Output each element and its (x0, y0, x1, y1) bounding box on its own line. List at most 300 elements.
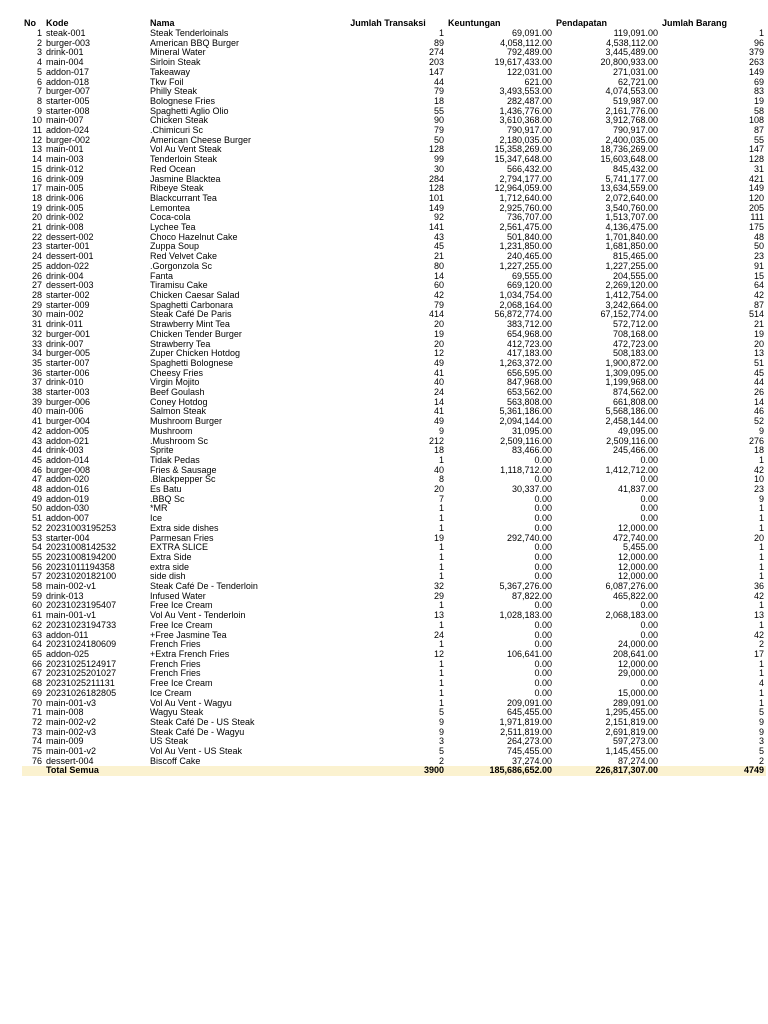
table-row (22, 747, 766, 757)
table-header (22, 18, 766, 29)
cell-pendapatan: 2,269,120.00 (605, 281, 658, 291)
cell-jumlah-barang: 46 (753, 407, 764, 417)
cell-jumlah-barang: 205 (748, 203, 764, 213)
cell-pendapatan: 1,227,255.00 (605, 261, 658, 271)
cell-no: 66 (31, 659, 42, 669)
table-row (22, 194, 766, 204)
cell-nama: Parmesan Fries (150, 533, 214, 543)
cell-pendapatan: 0.00 (640, 504, 658, 514)
cell-pendapatan: 41,837.00 (617, 485, 658, 495)
cell-keuntungan: 0.00 (534, 552, 552, 562)
cell-nama: Lychee Tea (150, 223, 196, 233)
cell-jumlah-barang: 276 (748, 436, 764, 446)
cell-kode: 20231003195253 (46, 523, 117, 533)
cell-jumlah-barang: 2 (758, 640, 764, 650)
cell-nama: EXTRA SLICE (150, 543, 209, 553)
cell-kode: burger-006 (46, 397, 91, 407)
cell-nama: Extra Side (150, 552, 192, 562)
cell-jumlah-transaksi: 20 (433, 339, 444, 349)
table-row (22, 689, 766, 699)
cell-no: 57 (31, 572, 42, 582)
cell-nama: Ice Cream (150, 688, 192, 698)
cell-jumlah-transaksi: 1 (438, 562, 444, 572)
cell-nama: Spaghetti Bolognese (150, 358, 234, 368)
cell-jumlah-barang: 51 (753, 358, 764, 368)
cell-keuntungan: 122,031.00 (506, 67, 552, 77)
table-row (22, 669, 766, 679)
table-row (22, 291, 766, 301)
cell-pendapatan: 2,068,183.00 (605, 611, 658, 621)
table-row (22, 349, 766, 359)
cell-pendapatan: 67,152,774.00 (600, 310, 658, 320)
cell-nama: Tiramisu Cake (150, 281, 208, 291)
cell-kode: main-003 (46, 155, 84, 165)
cell-kode: drink-007 (46, 339, 84, 349)
cell-nama: Blackcurrant Tea (150, 193, 217, 203)
cell-keuntungan: 501,840.00 (506, 232, 552, 242)
cell-no: 20 (31, 213, 42, 223)
table-row (22, 582, 766, 592)
cell-pendapatan: 0.00 (640, 514, 658, 524)
table-row (22, 233, 766, 243)
cell-kode: main-007 (46, 116, 84, 126)
cell-jumlah-transaksi: 1 (438, 601, 444, 611)
cell-jumlah-transaksi: 212 (428, 436, 444, 446)
cell-keuntungan: 2,511,819.00 (500, 727, 552, 737)
cell-no: 4 (36, 58, 42, 68)
cell-kode: addon-011 (46, 630, 89, 640)
cell-pendapatan: 4,074,553.00 (605, 87, 658, 97)
cell-jumlah-barang: 1 (758, 620, 764, 630)
cell-keuntungan: 37,274.00 (511, 756, 552, 766)
cell-jumlah-barang: 5 (758, 708, 764, 718)
cell-kode: drink-005 (46, 203, 84, 213)
header-jumlah-transaksi: Jumlah Transaksi (350, 18, 426, 28)
cell-keuntungan: 1,231,850.00 (499, 242, 552, 252)
cell-pendapatan: 508,183.00 (612, 349, 658, 359)
cell-no: 62 (31, 620, 42, 630)
header-nama: Nama (150, 18, 175, 28)
cell-no: 69 (31, 688, 42, 698)
cell-pendapatan: 12,000.00 (617, 552, 658, 562)
cell-keuntungan: 847,968.00 (506, 378, 552, 388)
table-body (22, 29, 766, 766)
table-row (22, 359, 766, 369)
cell-keuntungan: 0.00 (534, 688, 552, 698)
cell-jumlah-barang: 96 (753, 38, 764, 48)
cell-jumlah-transaksi: 49 (433, 417, 444, 427)
cell-jumlah-barang: 87 (753, 300, 764, 310)
cell-kode: drink-001 (46, 48, 84, 58)
cell-no: 55 (31, 552, 42, 562)
cell-no: 29 (31, 300, 42, 310)
table-row (22, 543, 766, 553)
cell-jumlah-transaksi: 80 (433, 261, 444, 271)
table-row (22, 310, 766, 320)
table-row (22, 699, 766, 709)
cell-kode: starter-007 (46, 358, 90, 368)
cell-nama: Steak Café De - Wagyu (150, 727, 245, 737)
cell-jumlah-barang: 175 (748, 223, 764, 233)
table-row (22, 48, 766, 58)
table-row (22, 175, 766, 185)
cell-kode: burger-002 (46, 135, 91, 145)
cell-kode: 20231020182100 (46, 572, 117, 582)
cell-pendapatan: 3,445,489.00 (605, 48, 658, 58)
cell-nama: Philly Steak (150, 87, 198, 97)
cell-jumlah-transaksi: 9 (438, 426, 444, 436)
cell-jumlah-barang: 87 (753, 126, 764, 136)
cell-jumlah-barang: 147 (748, 145, 764, 155)
cell-jumlah-barang: 13 (753, 611, 764, 621)
cell-no: 61 (31, 611, 42, 621)
sales-report-table (22, 18, 766, 776)
cell-no: 36 (31, 368, 42, 378)
cell-nama: French Fries (150, 669, 201, 679)
cell-pendapatan: 2,691,819.00 (605, 727, 658, 737)
cell-kode: 20231025124917 (46, 659, 117, 669)
table-row (22, 485, 766, 495)
table-row (22, 340, 766, 350)
cell-nama: American BBQ Burger (150, 38, 240, 48)
cell-kode: drink-010 (46, 378, 84, 388)
cell-no: 49 (31, 494, 42, 504)
cell-nama: Red Velvet Cake (150, 252, 218, 262)
cell-keuntungan: 2,094,144.00 (499, 417, 552, 427)
table-row (22, 446, 766, 456)
cell-no: 54 (31, 543, 42, 553)
cell-jumlah-barang: 111 (750, 213, 764, 223)
cell-kode: drink-008 (46, 223, 84, 233)
cell-no: 47 (31, 475, 42, 485)
cell-jumlah-transaksi: 13 (433, 611, 444, 621)
table-row (22, 97, 766, 107)
cell-keuntungan: 0.00 (534, 504, 552, 514)
cell-pendapatan: 62,721.00 (617, 77, 658, 87)
cell-no: 33 (31, 339, 42, 349)
cell-jumlah-transaksi: 40 (433, 465, 444, 475)
cell-jumlah-transaksi: 79 (433, 87, 444, 97)
cell-pendapatan: 1,295,455.00 (605, 708, 658, 718)
cell-jumlah-barang: 1 (758, 514, 764, 524)
cell-jumlah-barang: 1 (758, 688, 764, 698)
cell-jumlah-transaksi: 101 (428, 193, 444, 203)
cell-pendapatan: 0.00 (640, 679, 658, 689)
cell-kode: starter-005 (46, 96, 90, 106)
table-row (22, 650, 766, 660)
cell-keuntungan: 669,120.00 (506, 281, 552, 291)
cell-jumlah-barang: 1 (758, 669, 764, 679)
table-row (22, 223, 766, 233)
cell-keuntungan: 0.00 (534, 494, 552, 504)
cell-no: 43 (31, 436, 42, 446)
cell-pendapatan: 519,987.00 (612, 96, 658, 106)
cell-keuntungan: 0.00 (534, 669, 552, 679)
cell-kode: drink-013 (46, 591, 84, 601)
cell-jumlah-transaksi: 141 (428, 223, 444, 233)
cell-kode: drink-004 (46, 271, 84, 281)
cell-keuntungan: 653,562.00 (506, 388, 552, 398)
cell-keuntungan: 209,091.00 (506, 698, 552, 708)
cell-pendapatan: 15,000.00 (617, 688, 658, 698)
cell-jumlah-barang: 44 (753, 378, 764, 388)
cell-jumlah-barang: 42 (753, 290, 764, 300)
cell-nama: Sprite (150, 446, 174, 456)
cell-keuntungan: 1,227,255.00 (499, 261, 552, 271)
cell-no: 59 (31, 591, 42, 601)
header-pendapatan: Pendapatan (556, 18, 608, 28)
table-row (22, 534, 766, 544)
cell-nama: .Gorgonzola Sc (150, 261, 213, 271)
cell-nama: Free Ice Cream (150, 679, 213, 689)
cell-pendapatan: 208,641.00 (612, 650, 658, 659)
cell-pendapatan: 289,091.00 (612, 698, 658, 708)
table-row (22, 165, 766, 175)
cell-nama: American Cheese Burger (150, 135, 252, 145)
cell-no: 23 (31, 242, 42, 252)
cell-kode: burger-001 (46, 329, 91, 339)
cell-nama: Jasmine Blacktea (150, 174, 221, 184)
cell-jumlah-barang: 9 (758, 426, 764, 436)
cell-pendapatan: 29,000.00 (617, 669, 658, 679)
cell-keuntungan: 656,595.00 (506, 368, 552, 378)
table-row (22, 572, 766, 582)
cell-keuntungan: 2,925,760.00 (499, 203, 552, 213)
cell-pendapatan: 2,161,776.00 (605, 106, 658, 116)
cell-keuntungan: 56,872,774.00 (494, 310, 552, 320)
table-row (22, 737, 766, 747)
cell-keuntungan: 31,095.00 (511, 426, 552, 436)
cell-kode: dessert-003 (46, 281, 94, 291)
table-row (22, 184, 766, 194)
cell-no: 27 (31, 281, 42, 291)
cell-jumlah-barang: 20 (753, 339, 764, 349)
table-row (22, 242, 766, 252)
cell-keuntungan: 0.00 (534, 620, 552, 630)
cell-nama: Vol Au Vent - US Steak (150, 747, 243, 757)
cell-no: 45 (31, 455, 42, 465)
cell-no: 30 (31, 310, 42, 320)
cell-jumlah-transaksi: 19 (433, 329, 444, 339)
cell-no: 67 (31, 669, 42, 679)
cell-pendapatan: 0.00 (640, 630, 658, 640)
cell-nama: Takeaway (150, 67, 191, 77)
cell-keuntungan: 2,561,475.00 (499, 223, 552, 233)
cell-no: 41 (31, 417, 42, 427)
cell-nama: Virgin Mojito (150, 378, 200, 388)
cell-kode: 20231023195407 (46, 601, 117, 611)
cell-jumlah-transaksi: 9 (438, 727, 444, 737)
cell-pendapatan: 12,000.00 (617, 523, 658, 533)
cell-pendapatan: 5,741,177.00 (605, 174, 658, 184)
cell-pendapatan: 2,400,035.00 (605, 135, 658, 145)
table-row (22, 514, 766, 524)
cell-jumlah-transaksi: 1 (438, 29, 444, 38)
cell-keuntungan: 417,183.00 (506, 349, 552, 359)
cell-pendapatan: 0.00 (640, 475, 658, 485)
cell-no: 26 (31, 271, 42, 281)
cell-jumlah-transaksi: 1 (438, 688, 444, 698)
cell-kode: 20231025201027 (46, 669, 117, 679)
table-row (22, 553, 766, 563)
cell-jumlah-barang: 36 (753, 582, 764, 592)
cell-no: 75 (31, 747, 42, 757)
cell-pendapatan: 1,199,968.00 (605, 378, 658, 388)
cell-pendapatan: 815,465.00 (612, 252, 658, 262)
table-row (22, 640, 766, 650)
table-row (22, 126, 766, 136)
cell-keuntungan: 0.00 (534, 475, 552, 485)
cell-pendapatan: 1,900,872.00 (605, 358, 658, 368)
cell-jumlah-transaksi: 1 (438, 523, 444, 533)
cell-jumlah-barang: 64 (753, 281, 764, 291)
cell-pendapatan: 465,822.00 (612, 591, 658, 601)
cell-kode: burger-004 (46, 417, 91, 427)
cell-pendapatan: 1,701,840.00 (605, 232, 658, 242)
cell-nama: Coney Hotdog (150, 397, 208, 407)
cell-jumlah-barang: 14 (753, 397, 764, 407)
cell-no: 32 (31, 329, 42, 339)
cell-jumlah-transaksi: 24 (433, 388, 444, 398)
table-row (22, 262, 766, 272)
cell-jumlah-transaksi: 1 (438, 572, 444, 582)
table-row (22, 213, 766, 223)
cell-jumlah-barang: 31 (753, 164, 764, 174)
cell-nama: Vol Au Vent Steak (150, 145, 222, 155)
cell-keuntungan: 0.00 (534, 601, 552, 611)
cell-no: 21 (31, 223, 42, 233)
cell-kode: main-008 (46, 708, 84, 718)
cell-jumlah-barang: 50 (753, 242, 764, 252)
table-row (22, 330, 766, 340)
cell-jumlah-barang: 1 (758, 659, 764, 669)
cell-no: 8 (36, 96, 42, 106)
cell-jumlah-transaksi: 20 (433, 485, 444, 495)
table-footer (22, 766, 766, 776)
cell-keuntungan: 15,347,648.00 (494, 155, 552, 165)
cell-jumlah-transaksi: 1 (438, 514, 444, 524)
cell-jumlah-barang: 108 (748, 116, 764, 126)
table-row (22, 369, 766, 379)
cell-no: 44 (31, 446, 42, 456)
table-row (22, 728, 766, 738)
cell-nama: Ice (150, 514, 163, 524)
cell-nama: Tkw Foil (150, 77, 184, 87)
cell-keuntungan: 15,358,269.00 (494, 145, 552, 155)
cell-no: 53 (31, 533, 42, 543)
cell-nama: Choco Hazelnut Cake (150, 232, 238, 242)
cell-keuntungan: 0.00 (534, 572, 552, 582)
cell-kode: main-002-v2 (46, 717, 97, 727)
cell-nama: Lemontea (150, 203, 191, 213)
cell-jumlah-transaksi: 1 (438, 698, 444, 708)
table-row (22, 524, 766, 534)
cell-kode: addon-024 (46, 126, 90, 136)
cell-no: 5 (36, 67, 42, 77)
cell-no: 10 (31, 116, 42, 126)
cell-kode: 20231023194733 (46, 620, 117, 630)
table-row (22, 495, 766, 505)
header-keuntungan: Keuntungan (448, 18, 501, 28)
cell-jumlah-transaksi: 128 (428, 184, 444, 194)
cell-kode: starter-009 (46, 300, 90, 310)
cell-nama: .Mushroom Sc (150, 436, 209, 446)
cell-nama: Steak Café De - Tenderloin (150, 582, 258, 592)
cell-pendapatan: 15,603,648.00 (600, 155, 658, 165)
cell-keuntungan: 792,489.00 (506, 48, 552, 58)
cell-nama: Fries & Sausage (150, 465, 217, 475)
cell-jumlah-transaksi: 90 (433, 116, 444, 126)
cell-nama: Tenderloin Steak (150, 155, 218, 165)
cell-pendapatan: 3,912,768.00 (605, 116, 658, 126)
cell-keuntungan: 12,964,059.00 (494, 184, 552, 194)
cell-kode: starter-002 (46, 290, 90, 300)
cell-keuntungan: 282,487.00 (506, 96, 552, 106)
cell-nama: Spaghetti Aglio Olio (150, 106, 229, 116)
cell-keuntungan: 30,337.00 (511, 485, 552, 495)
cell-jumlah-transaksi: 99 (433, 155, 444, 165)
cell-keuntungan: 240,465.00 (506, 252, 552, 262)
cell-kode: drink-011 (46, 320, 83, 330)
cell-jumlah-barang: 15 (753, 271, 764, 281)
cell-jumlah-transaksi: 32 (433, 582, 444, 592)
cell-jumlah-barang: 23 (753, 252, 764, 262)
total-jumlah-barang: 4749 (660, 766, 766, 776)
cell-nama: Mineral Water (150, 48, 206, 58)
cell-no: 56 (31, 562, 42, 572)
cell-jumlah-barang: 149 (748, 184, 764, 194)
cell-jumlah-transaksi: 203 (428, 58, 444, 68)
cell-pendapatan: 5,568,186.00 (605, 407, 658, 417)
cell-no: 34 (31, 349, 42, 359)
cell-keuntungan: 645,455.00 (506, 708, 552, 718)
table-row (22, 301, 766, 311)
cell-kode: drink-006 (46, 193, 84, 203)
cell-no: 73 (31, 727, 42, 737)
table-row (22, 378, 766, 388)
cell-keuntungan: 563,808.00 (506, 397, 552, 407)
cell-pendapatan: 2,509,116.00 (606, 436, 658, 446)
cell-jumlah-transaksi: 414 (428, 310, 444, 320)
cell-jumlah-transaksi: 1 (438, 669, 444, 679)
cell-no: 51 (31, 514, 42, 524)
cell-kode: dessert-001 (46, 252, 94, 262)
cell-nama: *MR (150, 504, 168, 514)
cell-keuntungan: 5,367,276.00 (499, 582, 552, 592)
cell-kode: main-002-v3 (46, 727, 97, 737)
cell-kode: addon-014 (46, 455, 90, 465)
cell-jumlah-barang: 9 (758, 717, 764, 727)
cell-pendapatan: 572,712.00 (612, 320, 658, 330)
cell-no: 35 (31, 358, 42, 368)
cell-kode: drink-009 (46, 174, 84, 184)
cell-nama: extra side (150, 562, 190, 572)
cell-pendapatan: 24,000.00 (617, 640, 658, 650)
cell-kode: starter-001 (46, 242, 90, 252)
cell-keuntungan: 1,034,754.00 (499, 290, 552, 300)
cell-jumlah-transaksi: 41 (433, 368, 444, 378)
cell-jumlah-barang: 18 (753, 446, 764, 456)
cell-pendapatan: 119,091.00 (613, 29, 658, 38)
cell-kode: drink-003 (46, 446, 84, 456)
cell-no: 28 (31, 290, 42, 300)
cell-jumlah-barang: 5 (758, 747, 764, 757)
cell-jumlah-barang: 83 (753, 87, 764, 97)
cell-jumlah-transaksi: 79 (433, 300, 444, 310)
cell-nama: Spaghetti Carbonara (150, 300, 234, 310)
cell-pendapatan: 0.00 (640, 601, 658, 611)
cell-keuntungan: 0.00 (534, 640, 552, 650)
